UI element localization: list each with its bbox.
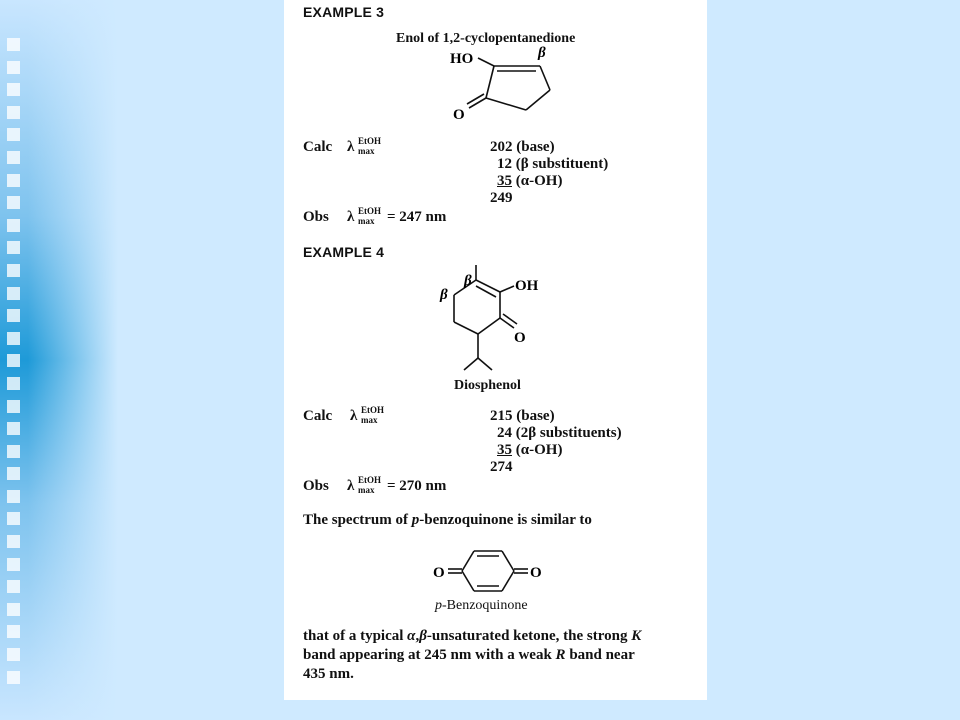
decorative-square bbox=[7, 128, 20, 141]
decorative-square bbox=[7, 535, 20, 548]
example-3-heading: EXAMPLE 3 bbox=[303, 4, 385, 20]
lambda-superscript: EtOH bbox=[358, 136, 382, 146]
example-3-calc-total: 249 bbox=[490, 190, 513, 206]
decorative-square bbox=[7, 83, 20, 96]
decorative-square bbox=[7, 512, 20, 525]
decorative-square-column bbox=[7, 38, 25, 693]
oxygen-right-label: O bbox=[530, 565, 542, 581]
benzoquinone-text-line-3: 435 nm. bbox=[303, 666, 354, 682]
decorative-square bbox=[7, 467, 20, 480]
example-4-obs-label: Obs bbox=[303, 478, 329, 494]
decorative-square bbox=[7, 309, 20, 322]
lambda-subscript: max bbox=[358, 485, 375, 495]
hydroxyl-label: HO bbox=[450, 51, 474, 67]
example-3-lambda-obs bbox=[347, 206, 382, 226]
decorative-square bbox=[7, 580, 20, 593]
example-3-calc-base: 202 (base) bbox=[490, 139, 555, 155]
increment-description: (α-OH) bbox=[515, 442, 563, 458]
decorative-square bbox=[7, 558, 20, 571]
decorative-square bbox=[7, 603, 20, 616]
decorative-square bbox=[7, 490, 20, 503]
oxygen-left-label: O bbox=[433, 565, 445, 581]
lambda-subscript: max bbox=[358, 146, 375, 156]
benzoquinone-name: p-Benzoquinone bbox=[435, 598, 528, 613]
decorative-square bbox=[7, 38, 20, 51]
example-3-calc-label: Calc bbox=[303, 139, 333, 155]
decorative-square bbox=[7, 354, 20, 367]
example-4-lambda-obs bbox=[347, 475, 382, 495]
diosphenol-structure bbox=[434, 262, 564, 374]
decorative-square bbox=[7, 174, 20, 187]
decorative-square bbox=[7, 422, 20, 435]
decorative-square bbox=[7, 264, 20, 277]
example-4-obs-value: = 270 nm bbox=[387, 478, 447, 494]
lambda-superscript: EtOH bbox=[358, 475, 382, 485]
increment-description: (α-OH) bbox=[515, 173, 563, 189]
carbonyl-oxygen-label: O bbox=[453, 107, 465, 123]
decorative-square bbox=[7, 400, 20, 413]
lambda-superscript: EtOH bbox=[358, 206, 382, 216]
example-4-heading: EXAMPLE 4 bbox=[303, 244, 385, 260]
cyclopentanedione-enol-structure bbox=[444, 44, 574, 124]
decorative-side-fade bbox=[28, 0, 118, 720]
decorative-square bbox=[7, 671, 20, 684]
benzoquinone-text-line-1: that of a typical α,β-unsaturated ketone, the strong K bbox=[303, 628, 642, 644]
example-3-calc-alpha-oh bbox=[497, 173, 562, 190]
decorative-square bbox=[7, 377, 20, 390]
beta-label-left: β bbox=[440, 287, 448, 303]
decorative-square bbox=[7, 106, 20, 119]
example-4-calc-label: Calc bbox=[303, 408, 333, 424]
decorative-square bbox=[7, 241, 20, 254]
decorative-square bbox=[7, 625, 20, 638]
example-4-lambda-calc bbox=[350, 405, 385, 425]
diosphenol-label: Diosphenol bbox=[454, 378, 521, 393]
beta-label: β bbox=[538, 45, 546, 61]
underlined-value: 35 bbox=[497, 442, 512, 458]
lambda-symbol: λ bbox=[347, 139, 355, 155]
example-4-calc-total: 274 bbox=[490, 459, 513, 475]
document-page bbox=[284, 0, 707, 700]
carbonyl-oxygen-label: O bbox=[514, 330, 526, 346]
benzoquinone-text-line-2: band appearing at 245 nm with a weak R band near bbox=[303, 647, 635, 663]
example-3-lambda-calc bbox=[347, 136, 382, 156]
example-3-compound-name: Enol of 1,2-cyclopentanedione bbox=[396, 31, 576, 46]
lambda-symbol: λ bbox=[347, 209, 355, 225]
example-4-calc-substituents: 24 (2β substituents) bbox=[497, 425, 622, 441]
underlined-value: 35 bbox=[497, 173, 512, 189]
decorative-square bbox=[7, 287, 20, 300]
example-3-obs-value: = 247 nm bbox=[387, 209, 447, 225]
example-3-obs-label: Obs bbox=[303, 209, 329, 225]
benzoquinone-structure bbox=[422, 542, 552, 600]
lambda-subscript: max bbox=[358, 216, 375, 226]
benzoquinone-intro: The spectrum of p-benzoquinone is similar to bbox=[303, 512, 592, 528]
decorative-square bbox=[7, 332, 20, 345]
lambda-subscript: max bbox=[361, 415, 378, 425]
lambda-symbol: λ bbox=[347, 478, 355, 494]
decorative-square bbox=[7, 151, 20, 164]
decorative-square bbox=[7, 219, 20, 232]
lambda-superscript: EtOH bbox=[361, 405, 385, 415]
hydroxyl-label: OH bbox=[515, 278, 539, 294]
decorative-square bbox=[7, 61, 20, 74]
decorative-square bbox=[7, 196, 20, 209]
example-3-calc-substituent: 12 (β substituent) bbox=[497, 156, 609, 172]
beta-label-upper: β bbox=[464, 273, 472, 289]
example-4-calc-base: 215 (base) bbox=[490, 408, 555, 424]
decorative-square bbox=[7, 445, 20, 458]
decorative-square bbox=[7, 648, 20, 661]
example-4-calc-alpha-oh bbox=[497, 442, 562, 459]
lambda-symbol: λ bbox=[350, 408, 358, 424]
